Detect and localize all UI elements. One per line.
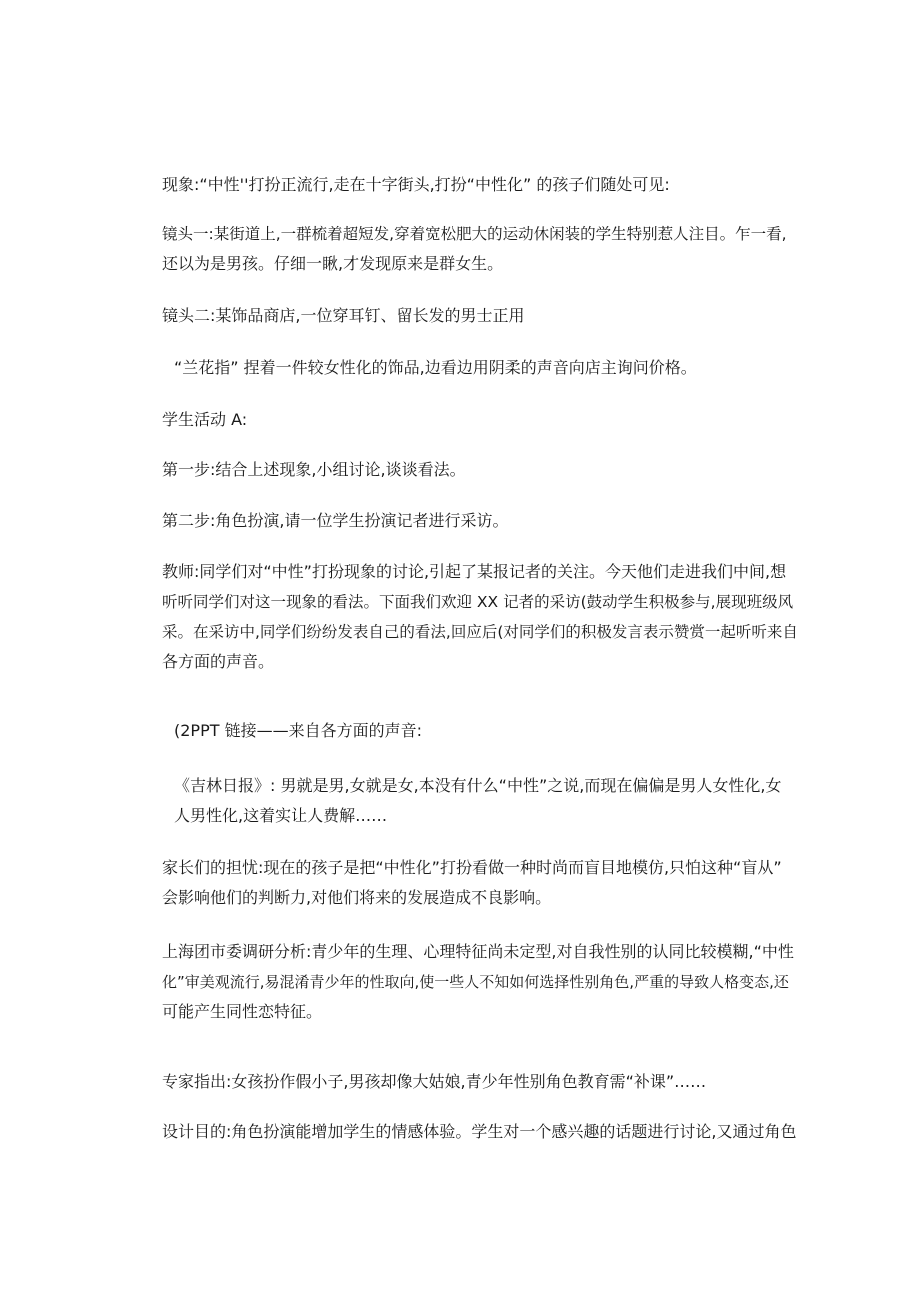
paragraph-design-purpose — [162, 1117, 802, 1147]
text-line: 学生活动 A: — [162, 410, 248, 429]
paragraph-phenomenon — [162, 170, 802, 200]
paragraph-shanghai-analysis — [162, 937, 802, 1027]
text-line: 上海团市委调研分析:青少年的生理、心理特征尚未定型,对自我性别的认同比较模糊,“中性 — [162, 942, 794, 961]
paragraph-step-two — [162, 506, 802, 536]
text-line: 第一步:结合上述现象,小组讨论,谈谈看法。 — [162, 460, 466, 479]
text-line: 可能产生同性恋特征。 — [162, 1002, 323, 1021]
paragraph-parents-worry — [162, 853, 802, 913]
paragraph-orchid-finger — [162, 353, 814, 383]
text-line: 还以为是男孩。仔细一瞅,才发现原来是群女生。 — [162, 254, 504, 273]
text-line: (2PPT 链接——来自各方面的声音: — [174, 721, 422, 740]
text-line: 第二步:角色扮演,请一位学生扮演记者进行采访。 — [162, 511, 509, 530]
text-line: 现象:“中性''打扮正流行,走在十字街头,打扮“中性化” 的孩子们随处可见: — [162, 175, 670, 194]
text-line: 专家指出:女孩扮作假小子,男孩却像大姑娘,青少年性别角色教育需“补课”…… — [162, 1072, 707, 1091]
paragraph-scene-two — [162, 301, 802, 331]
text-line: 镜头一:某街道上,一群梳着超短发,穿着宽松肥大的运动休闲装的学生特别惹人注目。乍一看, — [162, 225, 787, 243]
paragraph-teacher — [162, 557, 802, 677]
text-line: 设计目的:角色扮演能增加学生的情感体验。学生对一个感兴趣的话题进行讨论,又通过角色 — [162, 1122, 797, 1141]
paragraph-step-one — [162, 455, 802, 485]
text-line: 《吉林日报》: 男就是男,女就是女,本没有什么“中性”之说,而现在偏偏是男人女性化,女 — [174, 776, 782, 795]
paragraph-experts — [162, 1067, 802, 1097]
text-line: 人男性化,这着实让人费解…… — [174, 806, 388, 825]
paragraph-jilin-daily — [162, 771, 814, 831]
text-line: 教师:同学们对“中性”打扮现象的讨论,引起了某报记者的关注。今天他们走进我们中间,想 — [162, 562, 787, 581]
text-line: 会影响他们的判断力,对他们将来的发展造成不良影响。 — [162, 888, 552, 907]
text-line: 各方面的声音。 — [162, 652, 275, 671]
text-line: “兰花指” 捏着一件较女性化的饰品,边看边用阴柔的声音向店主询问价格。 — [174, 358, 697, 377]
text-line: 家长们的担忧:现在的孩子是把“中性化”打扮看做一种时尚而盲目地模仿,只怕这种“盲从” — [162, 858, 782, 877]
paragraph-scene-one — [162, 219, 802, 279]
text-line: 采。在采访中,同学们纷纷发表自己的看法,回应后(对同学们的积极发言表示赞赏一起听听来自 — [162, 623, 798, 641]
text-line: 听听同学们对这一现象的看法。下面我们欢迎 XX 记者的采访(鼓动学生积极参与,展现班级风 — [162, 593, 794, 611]
text-line: 化”审美观流行,易混淆青少年的性取向,使一些人不知如何选择性别角色,严重的导致人格变态,还 — [162, 973, 789, 991]
paragraph-activity-a — [162, 405, 802, 435]
text-line: 镜头二:某饰品商店,一位穿耳钉、留长发的男士正用 — [162, 306, 525, 325]
paragraph-ppt-link — [162, 716, 814, 746]
